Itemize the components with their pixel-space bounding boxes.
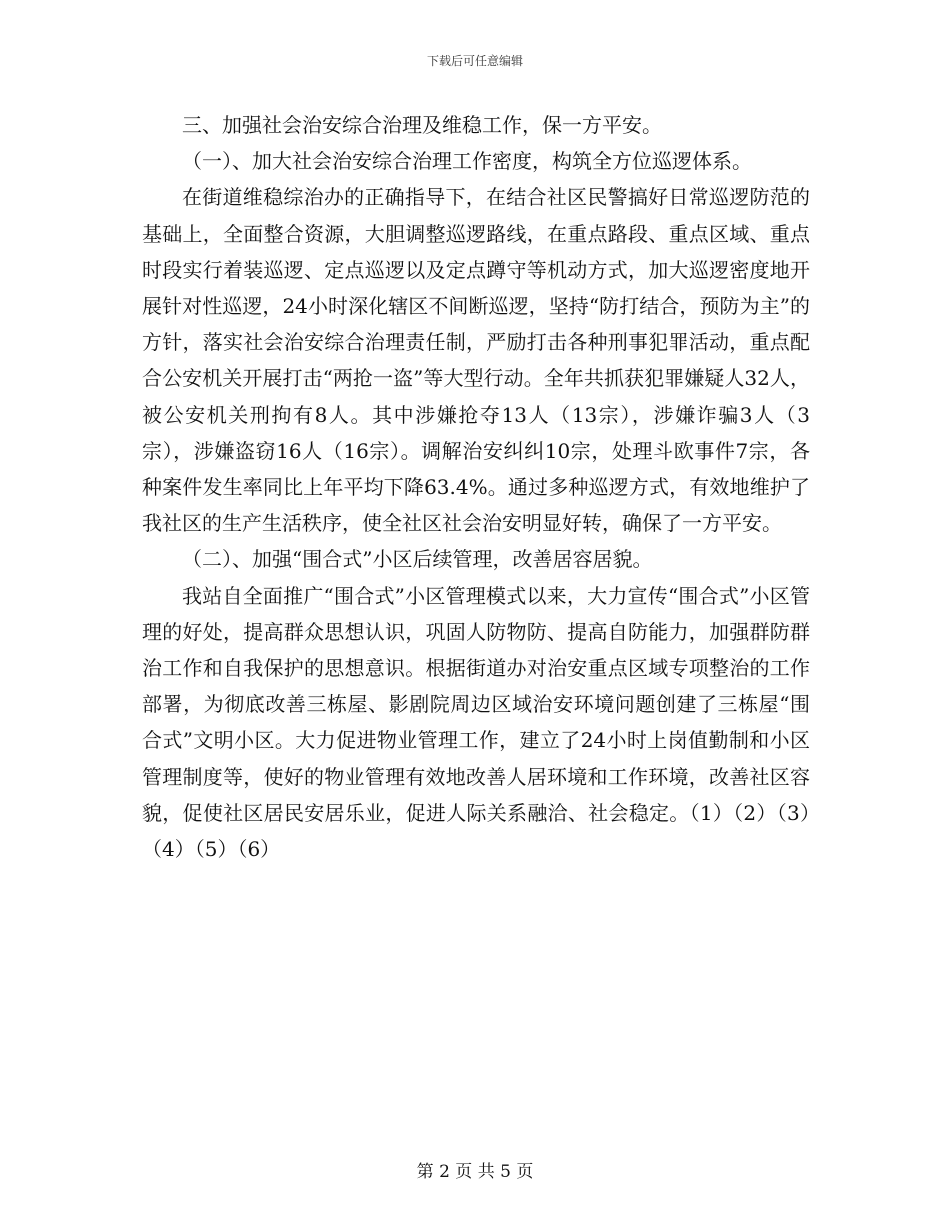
subsection-heading-2: （二）、加强“围合式”小区后续管理，改善居容居貌。: [182, 547, 653, 572]
paragraph-enclosed-community: 我站自全面推广“围合式”小区管理模式以来，大力宣传“围合式”小区管理的好处，提高群众思想认识，巩固人防物防、提高自防能力，加强群防群治工作和自我保护的思想意识。根据街道办对治安重点区域专项整治的工作部署，为彻底改善三栋屋、影剧院周边区域治安环境问题创建了三栋屋“围合式”文明小区。大力促进物业管理工作，建立了24小时上岗值勤制和小区管理制度等，使好的物业管理有效地改善人居环境和工作环境，改善社区容貌，促使社区居民安居乐业，促进人际关系融洽、社会稳定。（1）（2）（3）（4）（5）（6）: [142, 583, 810, 862]
page-header-note: 下载后可任意编辑: [426, 54, 523, 68]
page-number-footer: 第 2 页 共 5 页: [416, 1162, 534, 1182]
paragraph-patrol: 在街道维稳综治办的正确指导下，在结合社区民警搞好日常巡逻防范的基础上，全面整合资源，大胆调整巡逻路线，在重点路段、重点区域、重点时段实行着装巡逻、定点巡逻以及定点蹲守等机动方式，加大巡逻密度地开展针对性巡逻，24小时深化辖区不间断巡逻，坚持“防打结合，预防为主”的方针，落实社会治安综合治理责任制，严励打击各种刑事犯罪活动，重点配合公安机关开展打击“两抢一盗”等大型行动。全年共抓获犯罪嫌疑人32人，被公安机关刑拘有8人。其中涉嫌抢夺13人（13宗），涉嫌诈骗3人（3宗），涉嫌盗窃16人（16宗）。调解治安纠纠10宗，处理斗欧事件7宗，各种案件发生率同比上年平均下降63.4%。通过多种巡逻方式，有效地维护了我社区的生产生活秩序，使全社区社会治安明显好转，确保了一方平安。: [142, 185, 810, 536]
document-body: [142, 107, 810, 867]
section-heading: 三、加强社会治安综合治理及维稳工作，保一方平安。: [182, 113, 662, 137]
subsection-heading-1: （一）、加大社会治安综合治理工作密度，构筑全方位巡逻体系。: [182, 149, 752, 174]
